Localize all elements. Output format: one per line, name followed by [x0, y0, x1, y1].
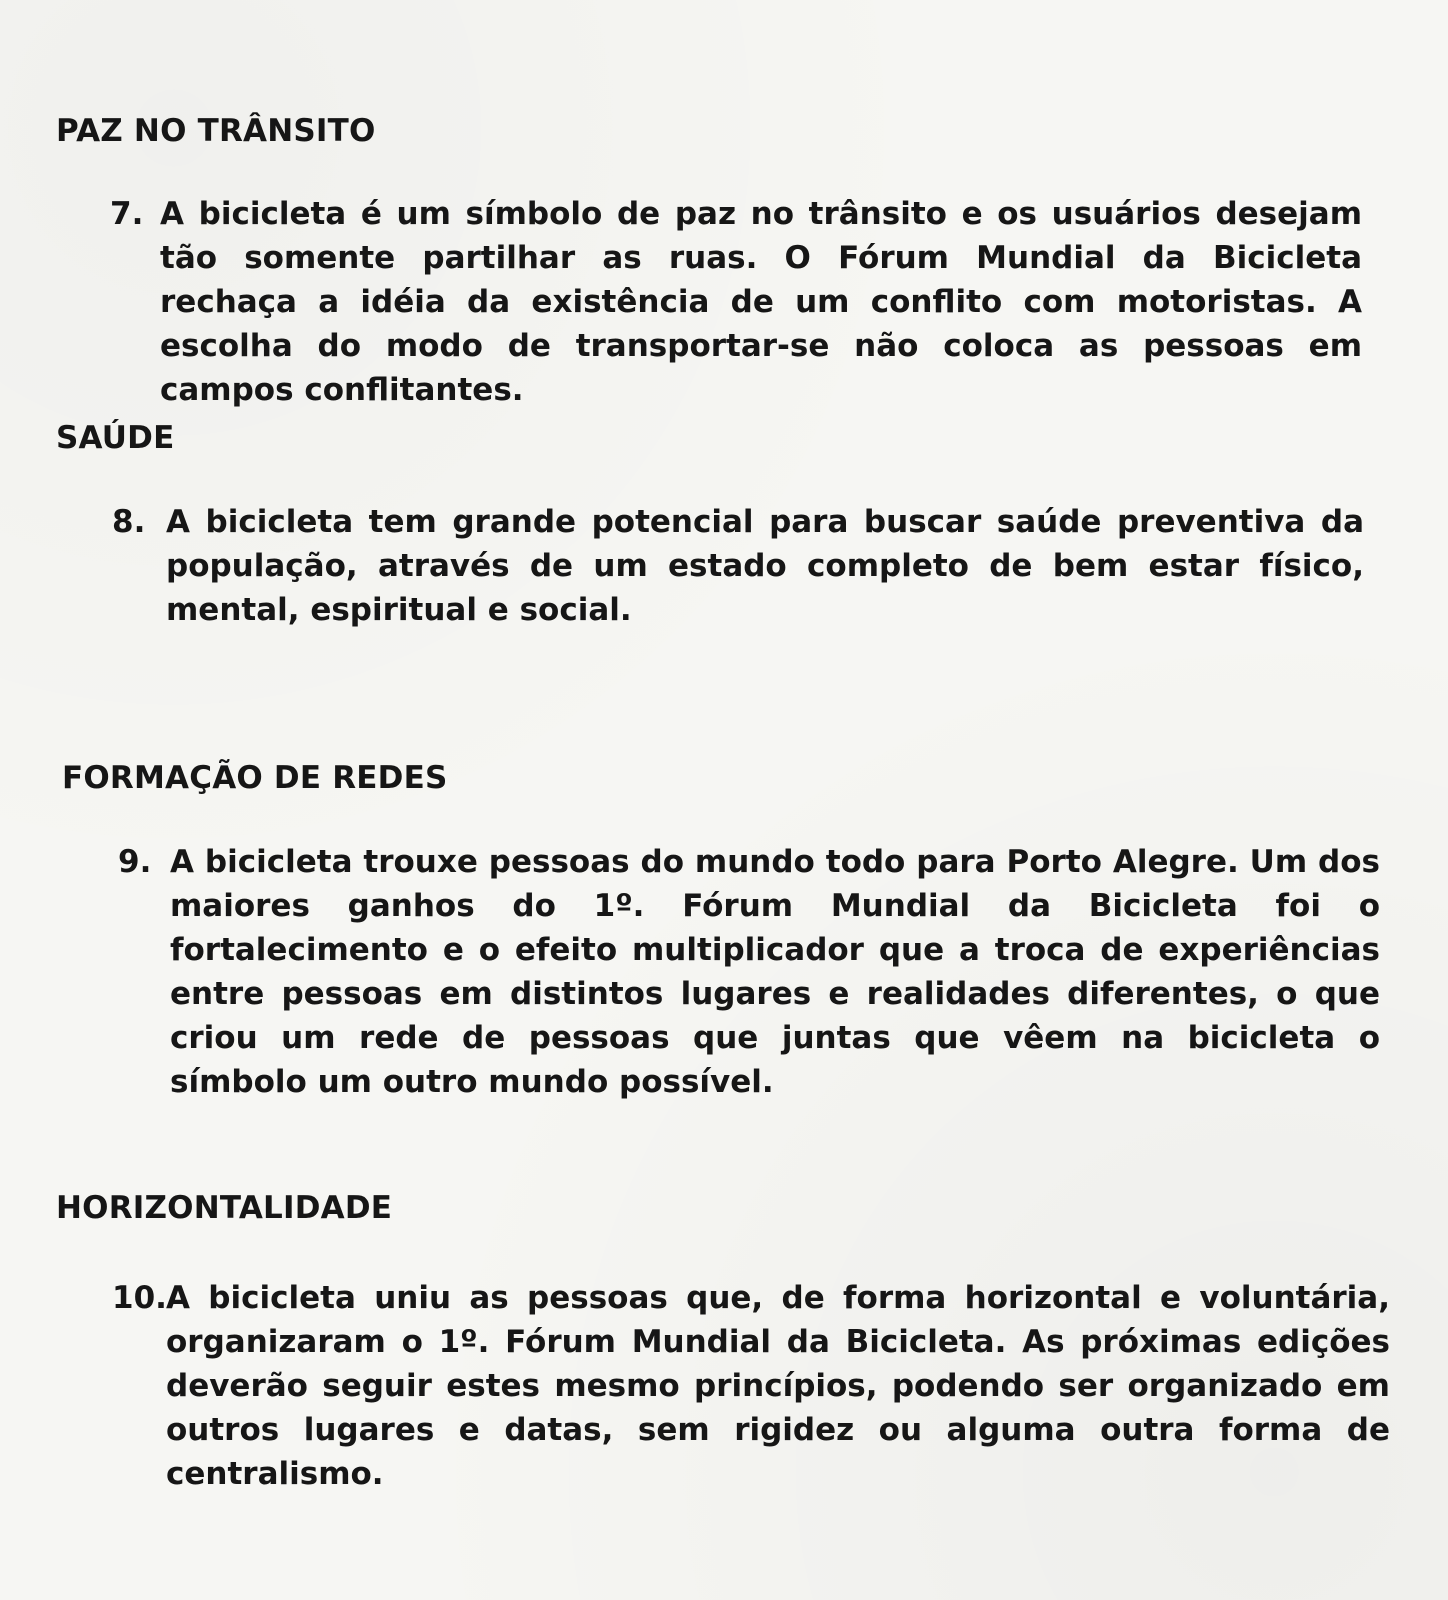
- section-heading-formacao-de-redes: FORMAÇÃO DE REDES: [62, 760, 448, 796]
- list-item-7: [110, 192, 1362, 412]
- item-text: A bicicleta uniu as pessoas que, de forma horizontal e voluntária, organizaram o 1º. Fórum Mundial da Bicicleta. As próximas edições deverão seguir estes mesmo princípios, podendo ser organizado em outros lugares e datas, sem rigidez ou alguma outra forma de centralismo.: [166, 1280, 1390, 1492]
- item-number: 10.: [112, 1280, 167, 1316]
- section-heading-saude: SAÚDE: [56, 420, 175, 456]
- item-number: 7.: [110, 196, 144, 232]
- item-text: A bicicleta trouxe pessoas do mundo todo para Porto Alegre. Um dos maiores ganhos do 1º. Fórum Mundial da Bicicleta foi o fortalecimento e o efeito multiplicador que a troca de experiências entre pessoas em distintos lugares e realidades diferentes, o que criou um rede de pessoas que juntas que vêem na bicicleta o símbolo um outro mundo possível.: [170, 844, 1380, 1100]
- item-number: 8.: [112, 504, 146, 540]
- section-heading-horizontalidade: HORIZONTALIDADE: [56, 1190, 393, 1226]
- list-item-10: [112, 1276, 1390, 1496]
- item-text: A bicicleta é um símbolo de paz no trânsito e os usuários desejam tão somente partilhar as ruas. O Fórum Mundial da Bicicleta rechaça a idéia da existência de um conflito com motoristas. A escolha do modo de transportar-se não coloca as pessoas em campos conflitantes.: [160, 196, 1362, 408]
- list-item-9: [118, 840, 1380, 1104]
- item-text: A bicicleta tem grande potencial para buscar saúde preventiva da população, através de um estado completo de bem estar físico, mental, espiritual e social.: [166, 504, 1364, 628]
- section-heading-paz-no-transito: PAZ NO TRÂNSITO: [56, 113, 376, 149]
- item-number: 9.: [118, 844, 152, 880]
- list-item-8: [112, 500, 1364, 632]
